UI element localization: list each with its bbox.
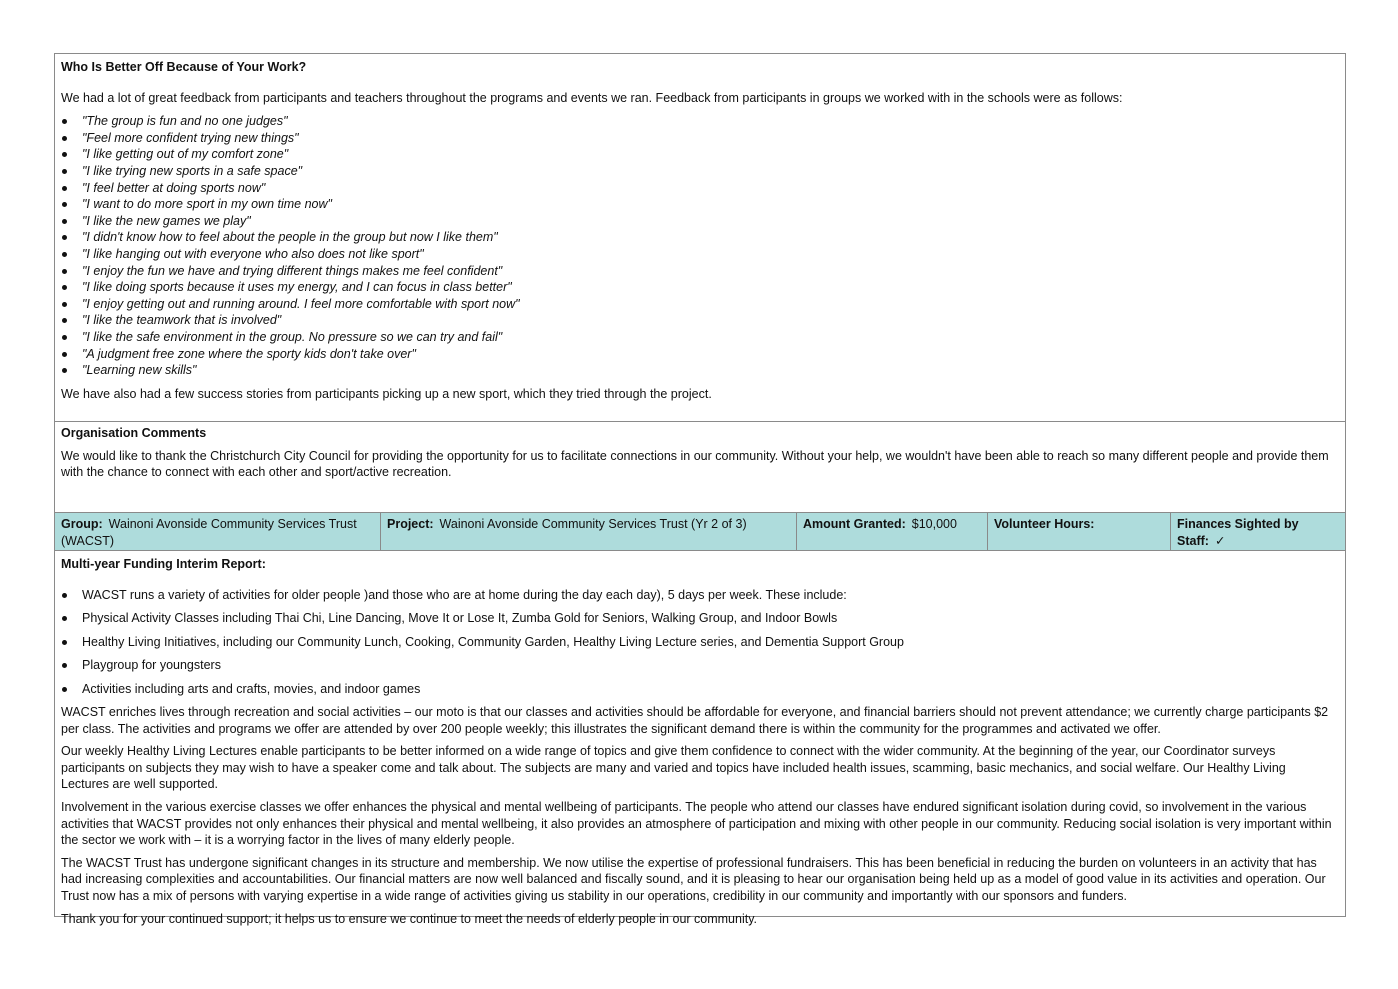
activity-item: Activities including arts and crafts, movies, and indoor games	[61, 681, 1337, 705]
project-label: Project:	[387, 517, 434, 531]
amount-cell	[796, 513, 987, 550]
feedback-quote: "I like the teamwork that is involved"	[61, 312, 1337, 329]
org-comments-text: We would like to thank the Christchurch City Council for providing the opportunity for us to facilitate connections in our community. Without your help, we wouldn't have been able to reach so many different people and provide them with the chance to connect with each other and sport/active recreation.	[61, 448, 1329, 480]
volunteer-label: Volunteer Hours:	[994, 517, 1095, 531]
report-table	[54, 53, 1346, 926]
activity-item: Physical Activity Classes including Thai Chi, Line Dancing, Move It or Lose It, Zumba Gold for Seniors, Walking Group, and Indoor Bowls	[61, 610, 1337, 634]
feedback-quote: "Learning new skills"	[61, 362, 1337, 379]
report-paragraphs	[61, 704, 1337, 927]
grant-info-row	[55, 512, 1345, 551]
feedback-quote: "I enjoy getting out and running around. I feel more comfortable with sport now"	[61, 296, 1337, 313]
report-paragraph: Our weekly Healthy Living Lectures enable participants to be better informed on a wide range of topics and give them confidence to connect with the wider community. At the beginning of the year, our Coordinator surveys participants on subjects they may wish to have a speaker come and talk about. The subjects are many and varied and topics have included health issues, scamming, basic mechanics, and social welfare. Our Healthy Living Lectures are well supported.	[61, 744, 1286, 792]
feedback-quote: "I like trying new sports in a safe space"	[61, 163, 1337, 180]
feedback-quote: "I didn't know how to feel about the people in the group but now I like them"	[61, 229, 1337, 246]
activities-list	[61, 587, 1337, 705]
org-comments-section	[61, 425, 1337, 481]
feedback-quote: "I like doing sports because it uses my energy, and I can focus in class better"	[61, 279, 1337, 296]
project-value: Wainoni Avonside Community Services Trust (Yr 2 of 3)	[439, 517, 747, 531]
feedback-quote: "I want to do more sport in my own time now"	[61, 196, 1337, 213]
better-off-intro: We had a lot of great feedback from participants and teachers throughout the programs and events we ran. Feedback from participants in groups we worked with in the schools were as follows:	[61, 90, 1123, 105]
check-icon: ✓	[1214, 533, 1226, 548]
activity-item: Healthy Living Initiatives, including our Community Lunch, Cooking, Community Garden, Healthy Living Lecture series, and Dementia Support Group	[61, 634, 1337, 658]
activity-item: WACST runs a variety of activities for older people )and those who are at home during the day each day), 5 days per week. These include:	[61, 587, 1337, 611]
group-cell	[55, 513, 380, 550]
feedback-quote: "The group is fun and no one judges"	[61, 113, 1337, 130]
better-off-section	[61, 59, 1337, 402]
finances-label: Finances Sighted by Staff:	[1177, 517, 1299, 548]
feedback-quote: "I feel better at doing sports now"	[61, 180, 1337, 197]
feedback-quote: "I like hanging out with everyone who also does not like sport"	[61, 246, 1337, 263]
feedback-quote: "Feel more confident trying new things"	[61, 130, 1337, 147]
better-off-title: Who Is Better Off Because of Your Work?	[61, 60, 307, 74]
interim-report-title: Multi-year Funding Interim Report:	[61, 557, 266, 571]
feedback-quote: "A judgment free zone where the sporty kids don't take over"	[61, 346, 1337, 363]
better-off-closing: We have also had a few success stories from participants picking up a new sport, which they tried through the project.	[61, 386, 712, 401]
project-cell	[380, 513, 796, 550]
report-paragraph: Thank you for your continued support; it helps us to ensure we continue to meet the needs of elderly people in our community.	[61, 911, 758, 926]
org-comments-title: Organisation Comments	[61, 426, 207, 440]
feedback-quote-list	[61, 113, 1337, 379]
feedback-quote: "I like getting out of my comfort zone"	[61, 146, 1337, 163]
feedback-quote: "I like the safe environment in the group. No pressure so we can try and fail"	[61, 329, 1337, 346]
interim-report-section	[61, 556, 1337, 933]
report-paragraph: WACST enriches lives through recreation and social activities – our moto is that our classes and activities should be affordable for everyone, and financial barriers should not prevent attendance; we currently charge participants $2 per class. The activities and programs we offer are attended by over 200 people weekly; this illustrates the significant demand there is within the community for the programmes and activated we offer.	[61, 705, 1329, 736]
feedback-quote: "I enjoy the fun we have and trying different things makes me feel confident"	[61, 263, 1337, 280]
report-paragraph: Involvement in the various exercise classes we offer enhances the physical and mental wellbeing of participants. The people who attend our classes have endured significant isolation during covid, so involvement in the various activities that WACST provides not only enhances their physical and mental wellbeing, it also provides an atmosphere of participation and mixing with other people in our community. Reducing social isolation is very important within the sector we work with – it is a worrying factor in the lives of many elderly people.	[61, 800, 1332, 848]
report-paragraph: The WACST Trust has undergone significant changes in its structure and membership. We now utilise the expertise of professional fundraisers. This has been beneficial in reducing the burden on volunteers in an activity that has had increasing complexities and accountabilities. Our financial matters are now well balanced and fiscally sound, and it is pleasing to hear our organisation being held up as a model of good value in its activities and operation. Our Trust now has a mix of persons with varying expertise in a wide range of activities giving us stability in our operations, credibility in our community and importantly with our sponsors and funders.	[61, 855, 1326, 904]
activity-item: Playgroup for youngsters	[61, 657, 1337, 681]
group-value: Wainoni Avonside Community Services Trust (WACST)	[61, 517, 357, 548]
amount-value: $10,000	[911, 517, 957, 531]
finances-cell	[1170, 513, 1345, 550]
volunteer-cell	[987, 513, 1170, 550]
section-divider	[55, 421, 1345, 422]
amount-label: Amount Granted:	[803, 517, 906, 531]
feedback-quote: "I like the new games we play"	[61, 213, 1337, 230]
group-label: Group:	[61, 517, 103, 531]
